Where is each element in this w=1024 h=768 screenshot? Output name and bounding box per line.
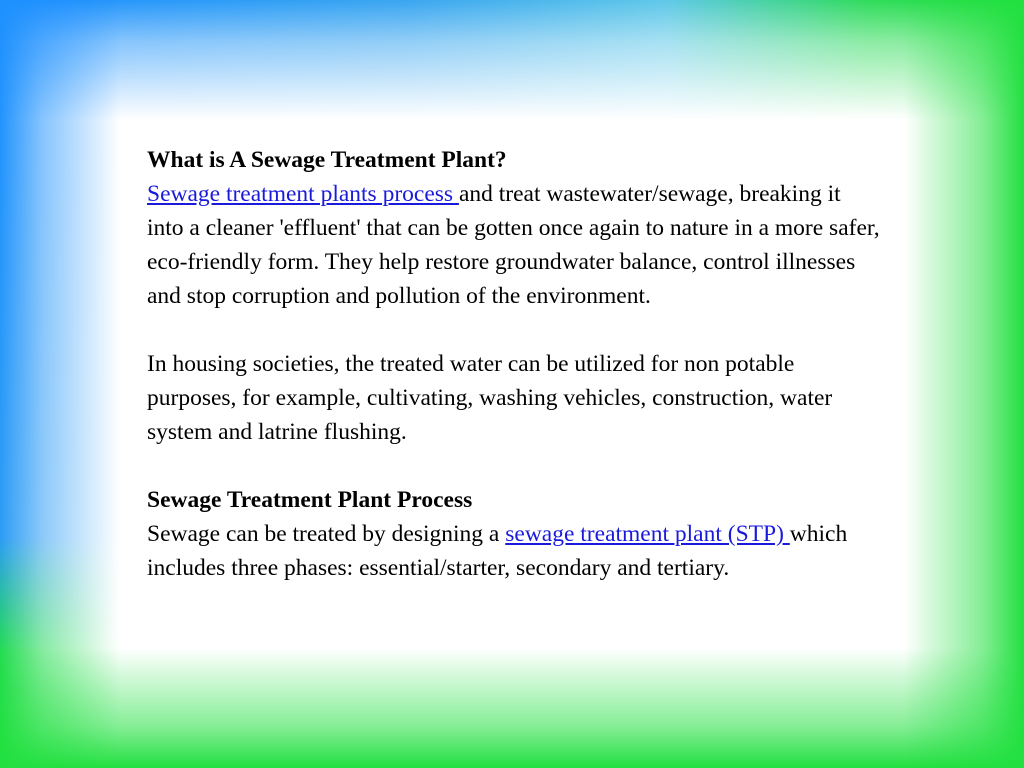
border-right [904,0,1024,768]
process-text-before: Sewage can be treated by designing a [147,521,506,547]
paragraph-spacer [147,449,882,483]
link-sewage-treatment-plants-process[interactable]: Sewage treatment plants process [147,181,459,207]
section-paragraph-housing: In housing societies, the treated water can be utilized for non potable purposes, for example, cultivating, washing vehicles, construction, water system and latrine flushing. [147,351,833,445]
border-top [0,0,1024,120]
section-paragraph-process [147,517,882,585]
process-text-after: which includes three phases: essential/starter, secondary and tertiary. [147,521,848,581]
border-bottom [0,648,1024,768]
link-sewage-treatment-plant-stp[interactable]: sewage treatment plant (STP) [505,521,790,547]
border-left [0,0,120,768]
section-heading-what-is: What is A Sewage Treatment Plant? [147,147,507,173]
paragraph-spacer [147,313,882,347]
section-heading-process: Sewage Treatment Plant Process [147,487,473,513]
slide-content [147,143,882,585]
definition-text: and treat wastewater/sewage, breaking it into a cleaner 'effluent' that can be gotten once again to nature in a more safer, eco-friendly form. They help restore groundwater balance, control illnesses and stop corruption and pollution of the environment. [147,181,880,309]
section-paragraph-definition [147,177,882,313]
